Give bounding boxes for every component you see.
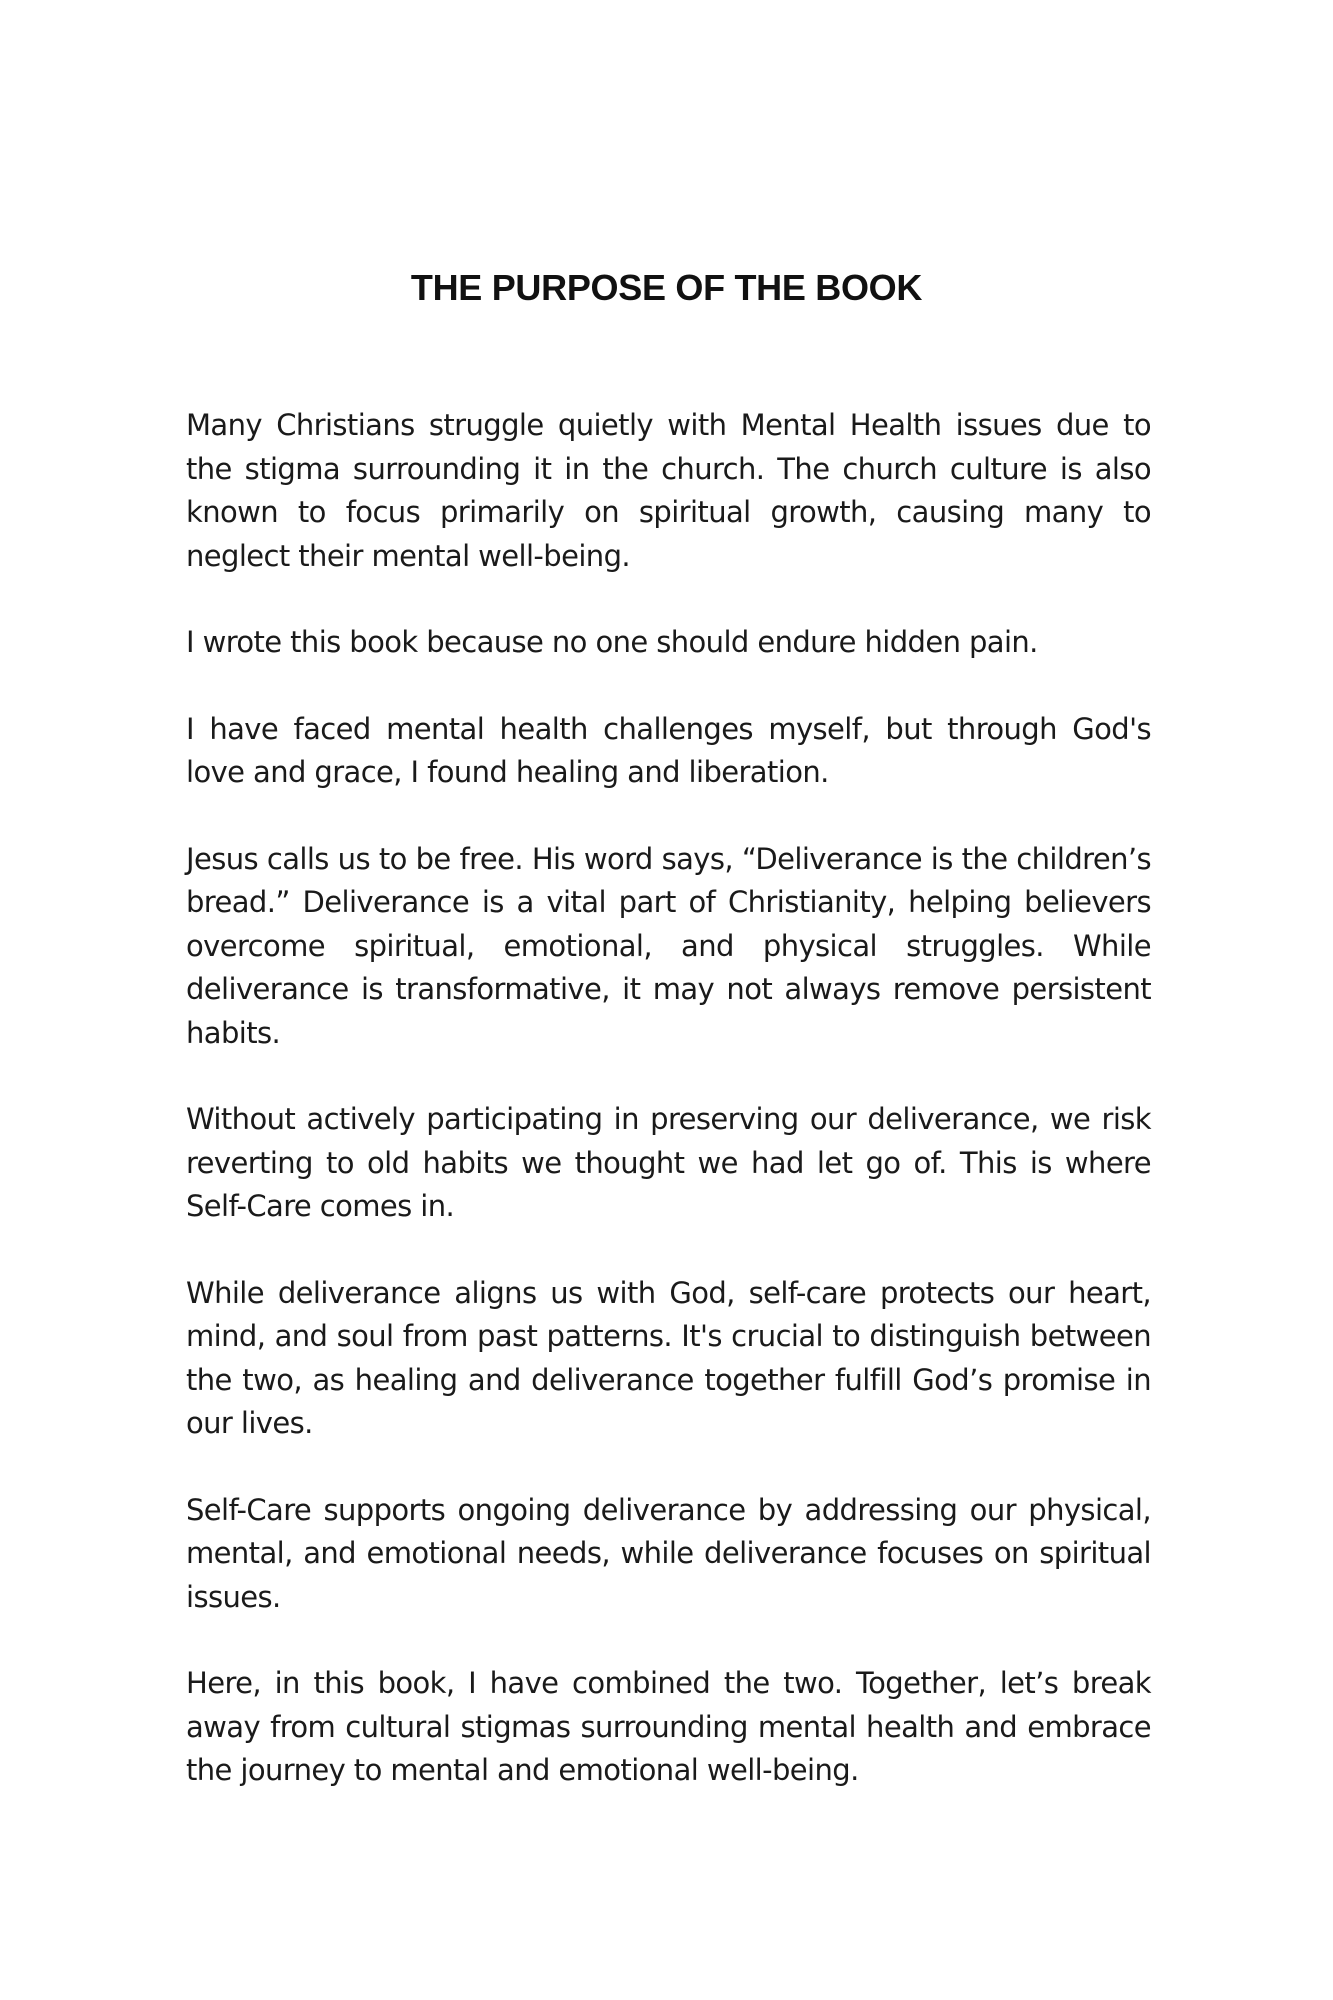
body-text: [186, 404, 1151, 1793]
paragraph-5: Without actively participating in preserving our deliverance, we risk reverting to old habits we thought we had let go of. This is where Self-Care comes in.: [186, 1102, 1151, 1223]
paragraph-8: Here, in this book, I have combined the two. Together, let’s break away from cultural stigmas surrounding mental health and embrace the journey to mental and emotional well-being.: [186, 1666, 1151, 1787]
paragraph-2: I wrote this book because no one should endure hidden pain.: [186, 625, 1038, 659]
paragraph-7: Self-Care supports ongoing deliverance by addressing our physical, mental, and emotional needs, while deliverance focuses on spiritual issues.: [186, 1492, 1151, 1614]
page-title: THE PURPOSE OF THE BOOK: [410, 267, 923, 308]
paragraph-3: I have faced mental health challenges myself, but through God's love and grace, I found healing and liberation.: [186, 711, 1151, 789]
paragraph-4: Jesus calls us to be free. His word says, “Deliverance is the children’s bread.” Deliverance is a vital part of Christianity, helping believers overcome spiritual, emotional, and physical struggles. While deliverance is transformative, it may not always remove persistent habits.: [186, 841, 1151, 1050]
paragraph-6: While deliverance aligns us with God, self-care protects our heart, mind, and soul from past patterns. It's crucial to distinguish between the two, as healing and deliverance together fulfill God’s promise in our lives.: [186, 1275, 1151, 1440]
paragraph-1: Many Christians struggle quietly with Mental Health issues due to the stigma surrounding it in the church. The church culture is also known to focus primarily on spiritual growth, causing many to neglect their mental well-being.: [186, 408, 1151, 573]
